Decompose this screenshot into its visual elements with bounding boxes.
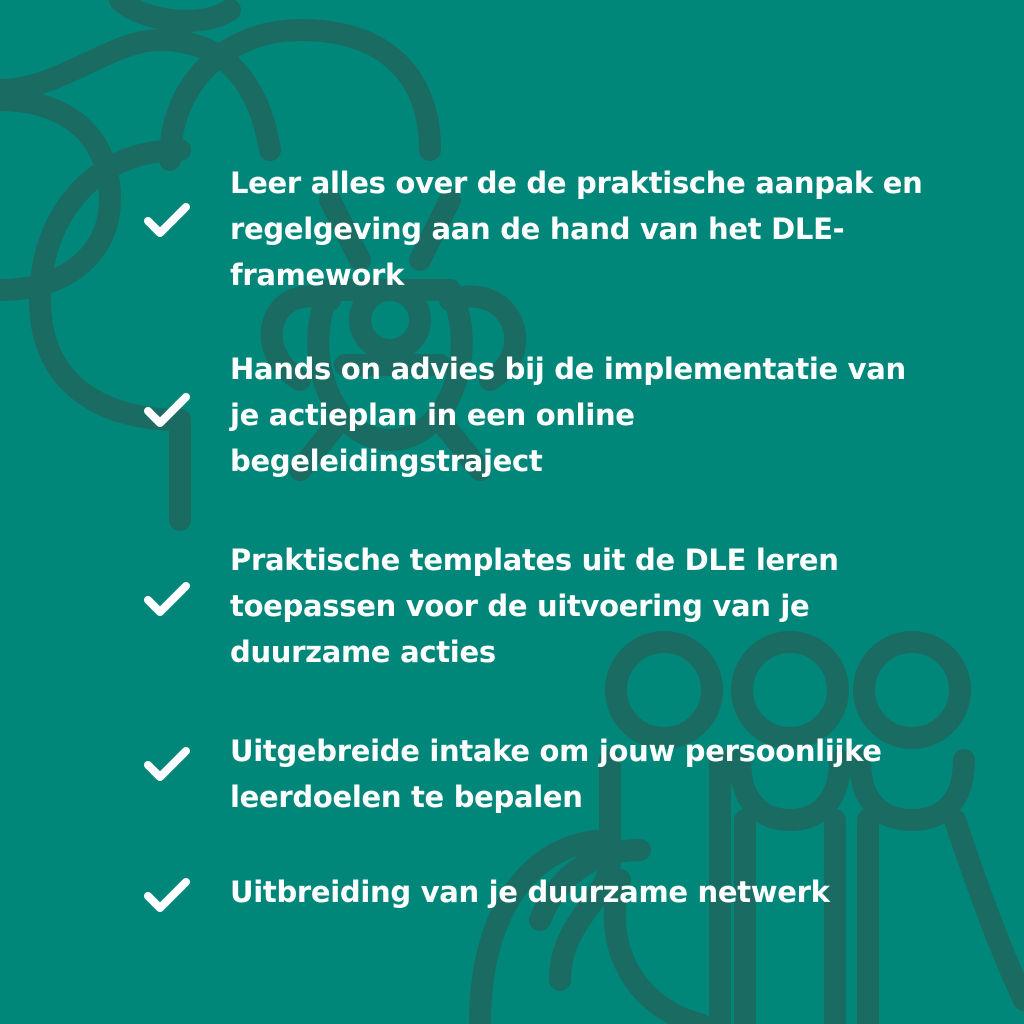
check-icon — [142, 744, 192, 784]
list-item-text: Leer alles over de de praktische aanpak en regelgeving aan de hand van het DLE- framework — [230, 166, 923, 292]
check-icon — [142, 875, 192, 915]
check-icon — [142, 390, 192, 430]
list-item-text: Uitbreiding van je duurzame netwerk — [230, 875, 830, 909]
list-item-text: Praktische templates uit de DLE leren toepassen voor de uitvoering van je duurzame acties — [230, 543, 839, 669]
list-item-text: Uitgebreide intake om jouw persoonlijke leerdoelen te bepalen — [230, 734, 882, 814]
list-item-text: Hands on advies bij de implementatie van je actieplan in een online begeleidingstraject — [230, 352, 906, 478]
list-item — [0, 346, 1024, 496]
list-item — [0, 728, 1024, 828]
check-icon — [142, 579, 192, 619]
list-item — [0, 537, 1024, 687]
list-item — [0, 160, 1024, 310]
list-item — [0, 869, 1024, 929]
check-icon — [142, 200, 192, 240]
